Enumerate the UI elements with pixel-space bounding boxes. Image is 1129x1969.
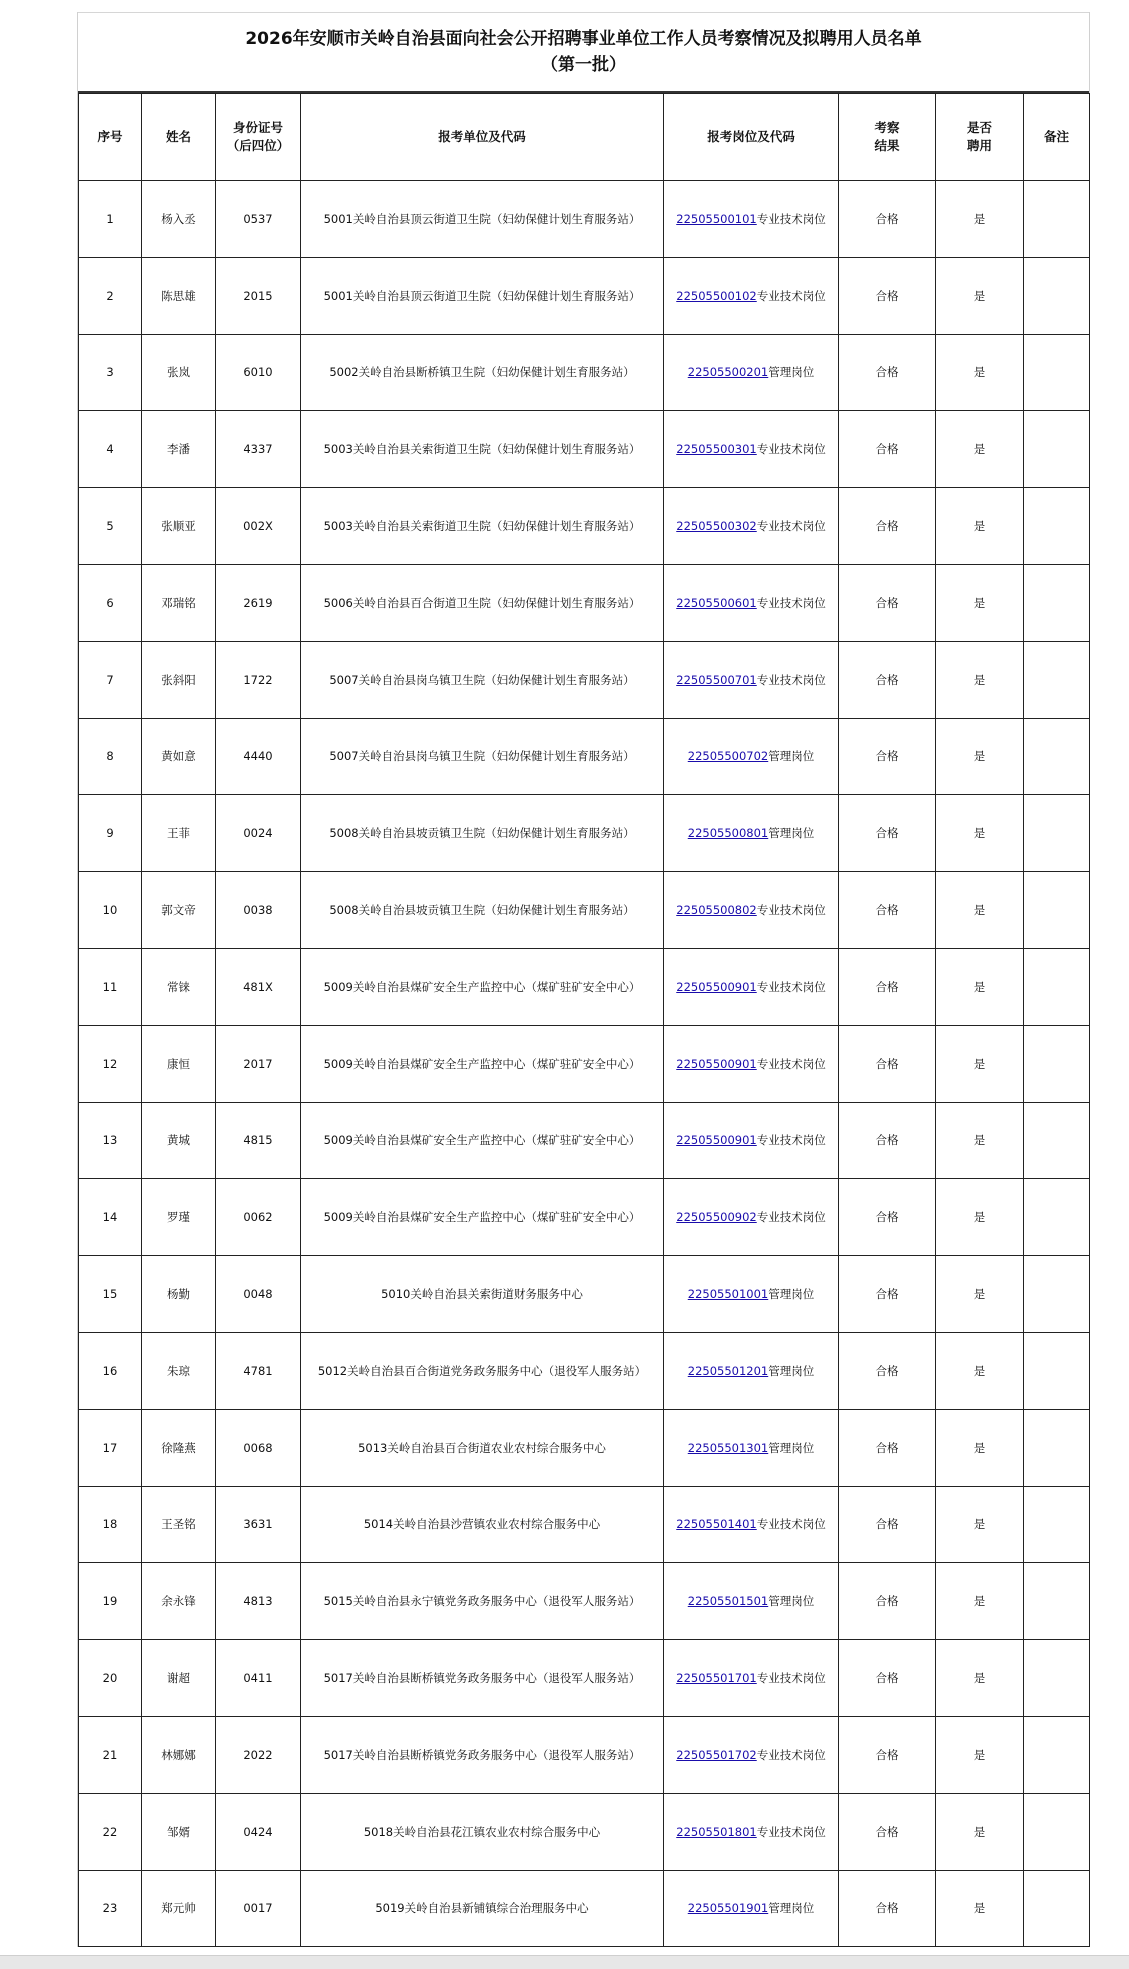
cell-name: 朱琼 — [142, 1332, 216, 1409]
cell-remark — [1024, 1102, 1090, 1179]
cell-unit: 5009关岭自治县煤矿安全生产监控中心（煤矿驻矿安全中心） — [301, 1102, 664, 1179]
cell-remark — [1024, 181, 1090, 258]
cell-result: 合格 — [839, 1025, 936, 1102]
cell-position — [664, 718, 839, 795]
position-type: 专业技术岗位 — [756, 442, 826, 457]
cell-hire: 是 — [936, 334, 1024, 411]
cell-name: 陈思雄 — [142, 257, 216, 334]
cell-id: 1722 — [216, 641, 301, 718]
position-type: 专业技术岗位 — [756, 595, 826, 610]
cell-hire: 是 — [936, 1409, 1024, 1486]
header-id-line1: 身份证号 — [232, 120, 283, 135]
cell-unit: 5006关岭自治县百合街道卫生院（妇幼保健计划生育服务站） — [301, 564, 664, 641]
position-type: 专业技术岗位 — [756, 211, 826, 226]
cell-index: 13 — [79, 1102, 142, 1179]
cell-hire: 是 — [936, 1179, 1024, 1256]
table-row — [79, 334, 1090, 411]
cell-name: 谢超 — [142, 1640, 216, 1717]
position-type: 专业技术岗位 — [756, 1517, 826, 1532]
position-type: 专业技术岗位 — [756, 903, 826, 918]
header-position: 报考岗位及代码 — [664, 94, 839, 181]
cell-index: 12 — [79, 1025, 142, 1102]
cell-index: 8 — [79, 718, 142, 795]
cell-hire: 是 — [936, 1870, 1024, 1947]
cell-hire: 是 — [936, 948, 1024, 1025]
cell-result: 合格 — [839, 1793, 936, 1870]
cell-unit: 5013关岭自治县百合街道农业农村综合服务中心 — [301, 1409, 664, 1486]
cell-position — [664, 795, 839, 872]
cell-position — [664, 488, 839, 565]
cell-remark — [1024, 334, 1090, 411]
cell-remark — [1024, 1716, 1090, 1793]
cell-index: 22 — [79, 1793, 142, 1870]
position-code-link[interactable]: 22505501702 — [676, 1747, 757, 1762]
position-type: 专业技术岗位 — [756, 1210, 826, 1225]
position-code-link[interactable]: 22505501001 — [687, 1287, 769, 1302]
cell-unit: 5017关岭自治县断桥镇党务政务服务中心（退役军人服务站） — [301, 1640, 664, 1717]
position-code-link[interactable]: 22505501701 — [676, 1671, 757, 1686]
cell-id: 4781 — [216, 1332, 301, 1409]
cell-result: 合格 — [839, 488, 936, 565]
cell-result: 合格 — [839, 1256, 936, 1333]
cell-name: 黄如意 — [142, 718, 216, 795]
cell-id: 0062 — [216, 1179, 301, 1256]
position-type: 管理岗位 — [768, 826, 815, 841]
table-row — [79, 641, 1090, 718]
cell-unit: 5009关岭自治县煤矿安全生产监控中心（煤矿驻矿安全中心） — [301, 948, 664, 1025]
cell-id: 4337 — [216, 411, 301, 488]
cell-unit: 5012关岭自治县百合街道党务政务服务中心（退役军人服务站） — [301, 1332, 664, 1409]
cell-position — [664, 1102, 839, 1179]
cell-position — [664, 1563, 839, 1640]
table-body — [79, 181, 1090, 1947]
cell-result: 合格 — [839, 1179, 936, 1256]
cell-unit: 5003关岭自治县关索街道卫生院（妇幼保健计划生育服务站） — [301, 411, 664, 488]
position-type: 专业技术岗位 — [756, 1671, 826, 1686]
cell-index: 3 — [79, 334, 142, 411]
cell-unit: 5008关岭自治县坡贡镇卫生院（妇幼保健计划生育服务站） — [301, 795, 664, 872]
cell-index: 16 — [79, 1332, 142, 1409]
table-row — [79, 1563, 1090, 1640]
header-index: 序号 — [79, 94, 142, 181]
cell-unit: 5009关岭自治县煤矿安全生产监控中心（煤矿驻矿安全中心） — [301, 1179, 664, 1256]
position-type: 管理岗位 — [768, 749, 815, 764]
position-code-link[interactable]: 22505500901 — [676, 1056, 757, 1071]
cell-result: 合格 — [839, 564, 936, 641]
header-name: 姓名 — [142, 94, 216, 181]
cell-hire: 是 — [936, 257, 1024, 334]
table-row — [79, 1102, 1090, 1179]
table-row — [79, 181, 1090, 258]
position-code-link[interactable]: 22505501201 — [687, 1363, 769, 1378]
position-code-link[interactable]: 22505500801 — [687, 826, 769, 841]
header-result-line1: 考察 — [874, 120, 900, 135]
cell-remark — [1024, 1793, 1090, 1870]
cell-id: 0424 — [216, 1793, 301, 1870]
cell-remark — [1024, 1640, 1090, 1717]
position-code-link[interactable]: 22505501801 — [676, 1824, 757, 1839]
cell-id: 0048 — [216, 1256, 301, 1333]
cell-position — [664, 564, 839, 641]
cell-unit: 5019关岭自治县新铺镇综合治理服务中心 — [301, 1870, 664, 1947]
cell-hire: 是 — [936, 1256, 1024, 1333]
cell-id: 3631 — [216, 1486, 301, 1563]
candidate-table — [78, 93, 1090, 1947]
cell-id: 6010 — [216, 334, 301, 411]
cell-index: 7 — [79, 641, 142, 718]
table-header-row — [79, 94, 1090, 181]
cell-index: 20 — [79, 1640, 142, 1717]
cell-result: 合格 — [839, 1409, 936, 1486]
position-code-link[interactable]: 22505501501 — [687, 1594, 769, 1609]
position-type: 专业技术岗位 — [756, 1133, 826, 1148]
cell-hire: 是 — [936, 1793, 1024, 1870]
cell-index: 10 — [79, 872, 142, 949]
position-code-link[interactable]: 22505500702 — [687, 749, 769, 764]
cell-unit: 5008关岭自治县坡贡镇卫生院（妇幼保健计划生育服务站） — [301, 872, 664, 949]
table-row — [79, 1640, 1090, 1717]
cell-position — [664, 334, 839, 411]
cell-name: 张斜阳 — [142, 641, 216, 718]
cell-hire: 是 — [936, 411, 1024, 488]
cell-remark — [1024, 488, 1090, 565]
cell-remark — [1024, 411, 1090, 488]
cell-remark — [1024, 641, 1090, 718]
position-code-link[interactable]: 22505500301 — [676, 442, 757, 457]
table-row — [79, 718, 1090, 795]
cell-name: 罗瑾 — [142, 1179, 216, 1256]
header-result-line2: 结果 — [874, 138, 900, 153]
cell-name: 王圣铭 — [142, 1486, 216, 1563]
header-hire-line1: 是否 — [966, 120, 992, 135]
position-code-link[interactable]: 22505500902 — [676, 1210, 757, 1225]
cell-name: 李潘 — [142, 411, 216, 488]
title-line-1: 2026年安顺市关岭自治县面向社会公开招聘事业单位工作人员考察情况及拟聘用人员名单 — [245, 29, 922, 49]
cell-remark — [1024, 718, 1090, 795]
cell-result: 合格 — [839, 411, 936, 488]
cell-name: 余永锋 — [142, 1563, 216, 1640]
cell-position — [664, 1793, 839, 1870]
cell-index: 18 — [79, 1486, 142, 1563]
table-row — [79, 488, 1090, 565]
cell-position — [664, 641, 839, 718]
cell-name: 王菲 — [142, 795, 216, 872]
cell-hire: 是 — [936, 1563, 1024, 1640]
cell-unit: 5001关岭自治县顶云街道卫生院（妇幼保健计划生育服务站） — [301, 181, 664, 258]
cell-index: 6 — [79, 564, 142, 641]
cell-hire: 是 — [936, 718, 1024, 795]
position-code-link[interactable]: 22505500701 — [676, 672, 757, 687]
cell-name: 林娜娜 — [142, 1716, 216, 1793]
header-result — [839, 94, 936, 181]
cell-hire: 是 — [936, 795, 1024, 872]
document-sheet — [77, 12, 1090, 1947]
position-code-link[interactable]: 22505501401 — [676, 1517, 757, 1532]
position-code-link[interactable]: 22505501901 — [687, 1901, 769, 1916]
table-row — [79, 1793, 1090, 1870]
cell-hire: 是 — [936, 1486, 1024, 1563]
cell-index: 4 — [79, 411, 142, 488]
title-line-2: （第一批） — [541, 55, 626, 75]
cell-name: 张顺亚 — [142, 488, 216, 565]
position-type: 专业技术岗位 — [756, 1824, 826, 1839]
cell-remark — [1024, 948, 1090, 1025]
cell-hire: 是 — [936, 1640, 1024, 1717]
cell-hire: 是 — [936, 564, 1024, 641]
position-type: 管理岗位 — [768, 1287, 815, 1302]
cell-position — [664, 257, 839, 334]
cell-remark — [1024, 1409, 1090, 1486]
position-code-link[interactable]: 22505500601 — [676, 595, 757, 610]
cell-id: 2017 — [216, 1025, 301, 1102]
cell-result: 合格 — [839, 1716, 936, 1793]
cell-remark — [1024, 1332, 1090, 1409]
position-code-link[interactable]: 22505500102 — [676, 288, 757, 303]
cell-position — [664, 1256, 839, 1333]
table-row — [79, 1486, 1090, 1563]
cell-unit: 5002关岭自治县断桥镇卫生院（妇幼保健计划生育服务站） — [301, 334, 664, 411]
cell-hire: 是 — [936, 1332, 1024, 1409]
cell-id: 2022 — [216, 1716, 301, 1793]
cell-id: 0068 — [216, 1409, 301, 1486]
cell-result: 合格 — [839, 718, 936, 795]
cell-position — [664, 181, 839, 258]
cell-id: 0017 — [216, 1870, 301, 1947]
cell-unit: 5014关岭自治县沙营镇农业农村综合服务中心 — [301, 1486, 664, 1563]
cell-id: 4813 — [216, 1563, 301, 1640]
cell-id: 2619 — [216, 564, 301, 641]
header-id — [216, 94, 301, 181]
cell-position — [664, 948, 839, 1025]
cell-hire: 是 — [936, 1716, 1024, 1793]
cell-name: 张岚 — [142, 334, 216, 411]
cell-position — [664, 1179, 839, 1256]
table-row — [79, 1179, 1090, 1256]
cell-name: 郭文帝 — [142, 872, 216, 949]
cell-remark — [1024, 1870, 1090, 1947]
cell-unit: 5009关岭自治县煤矿安全生产监控中心（煤矿驻矿安全中心） — [301, 1025, 664, 1102]
cell-result: 合格 — [839, 1102, 936, 1179]
cell-result: 合格 — [839, 795, 936, 872]
cell-index: 23 — [79, 1870, 142, 1947]
cell-result: 合格 — [839, 872, 936, 949]
table-row — [79, 1409, 1090, 1486]
position-type: 管理岗位 — [768, 1440, 815, 1455]
cell-id: 0537 — [216, 181, 301, 258]
cell-name: 杨勤 — [142, 1256, 216, 1333]
cell-index: 19 — [79, 1563, 142, 1640]
cell-remark — [1024, 564, 1090, 641]
position-code-link[interactable]: 22505500201 — [687, 365, 769, 380]
cell-position — [664, 411, 839, 488]
cell-result: 合格 — [839, 641, 936, 718]
position-type: 管理岗位 — [768, 365, 815, 380]
table-row — [79, 795, 1090, 872]
cell-index: 1 — [79, 181, 142, 258]
cell-remark — [1024, 1563, 1090, 1640]
header-remark: 备注 — [1024, 94, 1090, 181]
position-type: 专业技术岗位 — [756, 1056, 826, 1071]
cell-id: 0038 — [216, 872, 301, 949]
position-type: 专业技术岗位 — [756, 1747, 826, 1762]
cell-hire: 是 — [936, 641, 1024, 718]
cell-name: 黄城 — [142, 1102, 216, 1179]
cell-result: 合格 — [839, 1332, 936, 1409]
table-row — [79, 1025, 1090, 1102]
cell-id: 0024 — [216, 795, 301, 872]
cell-index: 9 — [79, 795, 142, 872]
position-type: 管理岗位 — [768, 1901, 815, 1916]
cell-result: 合格 — [839, 1870, 936, 1947]
cell-unit: 5015关岭自治县永宁镇党务政务服务中心（退役军人服务站） — [301, 1563, 664, 1640]
cell-index: 17 — [79, 1409, 142, 1486]
cell-id: 002X — [216, 488, 301, 565]
cell-unit: 5007关岭自治县岗乌镇卫生院（妇幼保健计划生育服务站） — [301, 718, 664, 795]
cell-name: 常铼 — [142, 948, 216, 1025]
cell-remark — [1024, 872, 1090, 949]
table-row — [79, 564, 1090, 641]
cell-position — [664, 1486, 839, 1563]
cell-position — [664, 1870, 839, 1947]
table-row — [79, 1716, 1090, 1793]
position-type: 管理岗位 — [768, 1594, 815, 1609]
table-row — [79, 257, 1090, 334]
cell-result: 合格 — [839, 1486, 936, 1563]
cell-result: 合格 — [839, 1640, 936, 1717]
cell-position — [664, 1332, 839, 1409]
cell-result: 合格 — [839, 257, 936, 334]
header-hire-line2: 聘用 — [966, 138, 992, 153]
cell-remark — [1024, 1025, 1090, 1102]
cell-id: 4815 — [216, 1102, 301, 1179]
cell-result: 合格 — [839, 334, 936, 411]
position-code-link[interactable]: 22505500901 — [676, 1133, 757, 1148]
position-code-link[interactable]: 22505500302 — [676, 519, 757, 534]
cell-unit: 5017关岭自治县断桥镇党务政务服务中心（退役军人服务站） — [301, 1716, 664, 1793]
position-type: 专业技术岗位 — [756, 519, 826, 534]
cell-name: 杨入丞 — [142, 181, 216, 258]
cell-id: 4440 — [216, 718, 301, 795]
table-row — [79, 411, 1090, 488]
position-code-link[interactable]: 22505500101 — [676, 211, 757, 226]
cell-position — [664, 1716, 839, 1793]
cell-name: 康恒 — [142, 1025, 216, 1102]
cell-hire: 是 — [936, 181, 1024, 258]
table-row — [79, 1332, 1090, 1409]
cell-hire: 是 — [936, 1025, 1024, 1102]
cell-remark — [1024, 1179, 1090, 1256]
cell-index: 14 — [79, 1179, 142, 1256]
cell-index: 15 — [79, 1256, 142, 1333]
cell-result: 合格 — [839, 1563, 936, 1640]
cell-hire: 是 — [936, 872, 1024, 949]
cell-name: 徐隆燕 — [142, 1409, 216, 1486]
cell-index: 21 — [79, 1716, 142, 1793]
cell-remark — [1024, 795, 1090, 872]
cell-remark — [1024, 1256, 1090, 1333]
position-type: 专业技术岗位 — [756, 979, 826, 994]
table-row — [79, 948, 1090, 1025]
cell-name: 邹婿 — [142, 1793, 216, 1870]
position-type: 管理岗位 — [768, 1363, 815, 1378]
position-code-link[interactable]: 22505501301 — [687, 1440, 769, 1455]
bottom-scroll-strip — [0, 1955, 1129, 1969]
position-code-link[interactable]: 22505500901 — [676, 979, 757, 994]
table-row — [79, 1256, 1090, 1333]
cell-result: 合格 — [839, 948, 936, 1025]
table-row — [79, 872, 1090, 949]
cell-remark — [1024, 257, 1090, 334]
cell-position — [664, 1025, 839, 1102]
cell-result: 合格 — [839, 181, 936, 258]
cell-id: 2015 — [216, 257, 301, 334]
table-row — [79, 1870, 1090, 1947]
position-type: 专业技术岗位 — [756, 288, 826, 303]
cell-id: 0411 — [216, 1640, 301, 1717]
header-hire — [936, 94, 1024, 181]
cell-unit: 5001关岭自治县顶云街道卫生院（妇幼保健计划生育服务站） — [301, 257, 664, 334]
position-type: 专业技术岗位 — [756, 672, 826, 687]
cell-unit: 5018关岭自治县花江镇农业农村综合服务中心 — [301, 1793, 664, 1870]
cell-position — [664, 1409, 839, 1486]
cell-position — [664, 1640, 839, 1717]
header-id-line2: （后四位） — [226, 138, 290, 153]
cell-hire: 是 — [936, 488, 1024, 565]
cell-index: 2 — [79, 257, 142, 334]
cell-unit: 5010关岭自治县关索街道财务服务中心 — [301, 1256, 664, 1333]
cell-remark — [1024, 1486, 1090, 1563]
cell-index: 5 — [79, 488, 142, 565]
cell-id: 481X — [216, 948, 301, 1025]
position-code-link[interactable]: 22505500802 — [676, 903, 757, 918]
cell-hire: 是 — [936, 1102, 1024, 1179]
cell-unit: 5007关岭自治县岗乌镇卫生院（妇幼保健计划生育服务站） — [301, 641, 664, 718]
cell-name: 郑元帅 — [142, 1870, 216, 1947]
cell-position — [664, 872, 839, 949]
cell-name: 邓瑞铭 — [142, 564, 216, 641]
cell-unit: 5003关岭自治县关索街道卫生院（妇幼保健计划生育服务站） — [301, 488, 664, 565]
header-unit: 报考单位及代码 — [301, 94, 664, 181]
cell-index: 11 — [79, 948, 142, 1025]
document-title — [78, 12, 1089, 93]
